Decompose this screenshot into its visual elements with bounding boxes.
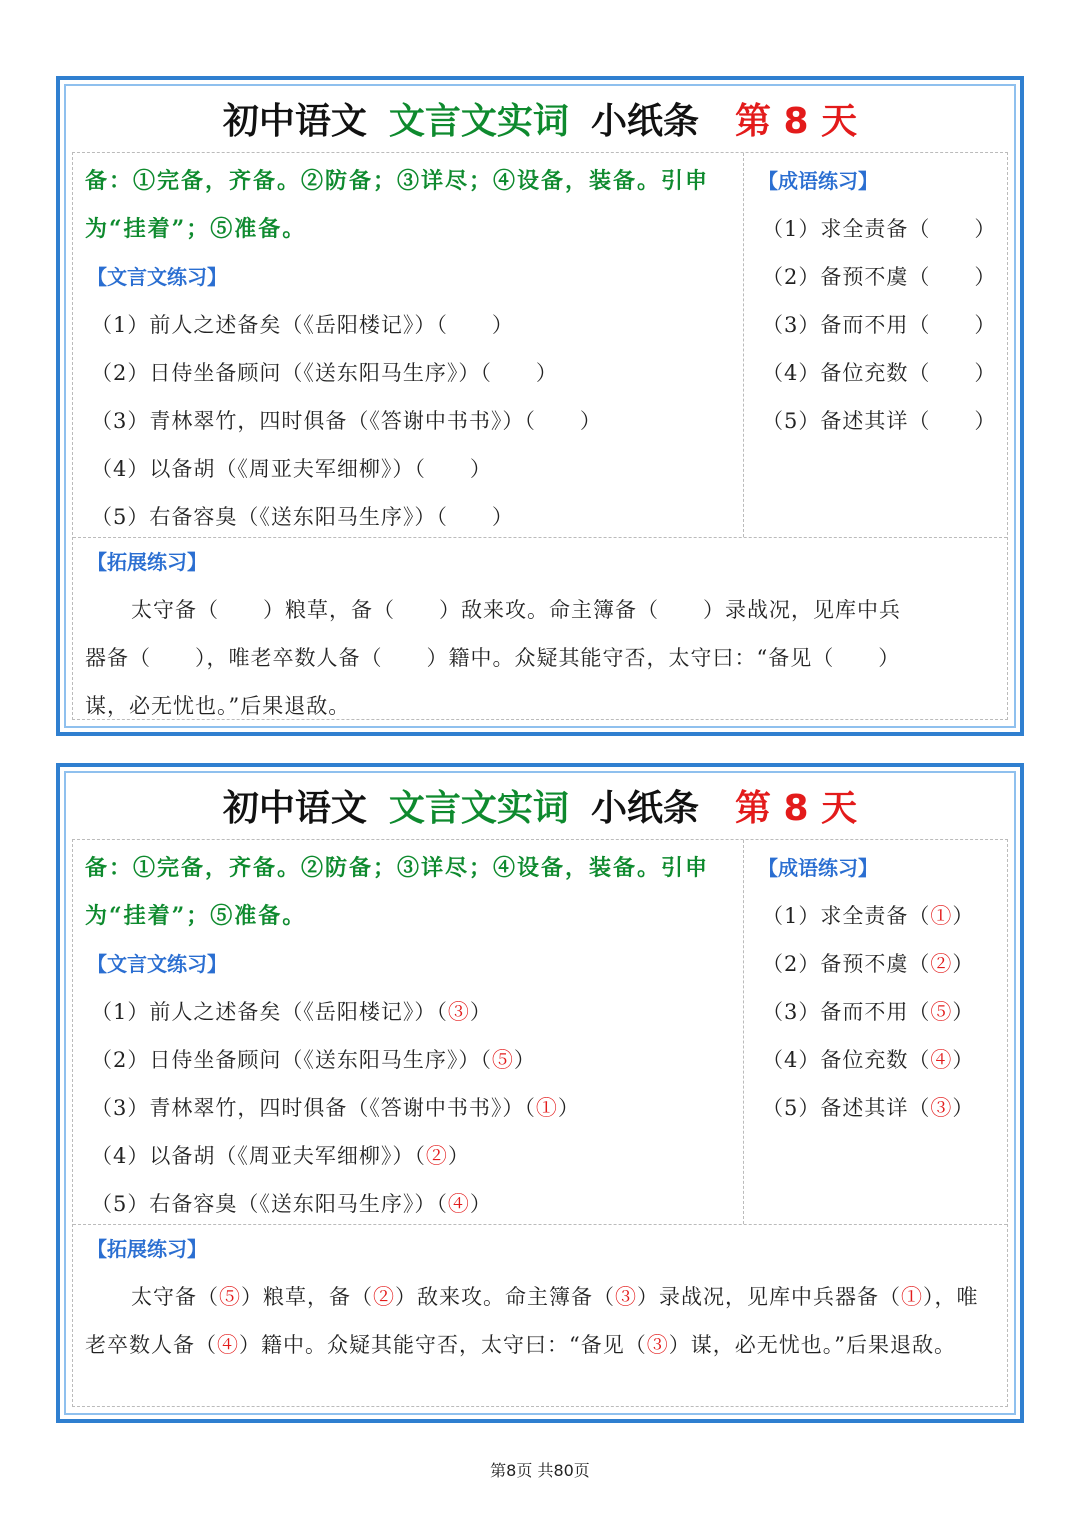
extend-text: 太守备（ ）粮草，备（ ）敌来攻。命主簿备（ ）录战况，见库中兵 [131, 598, 901, 622]
definition-line: 为“挂着”；⑤准备。 [85, 903, 307, 929]
title-part1: 初中语文 [222, 100, 367, 142]
item-text: （1）求全责备（ [762, 904, 931, 928]
answer-mark: ④ [930, 1048, 953, 1072]
answer-mark: ⑤ [491, 1048, 514, 1072]
item-text: （3）青林翠竹，四时俱备（《答谢中书书》）（ [91, 1096, 536, 1120]
idiom-answer-item [744, 940, 1007, 988]
idiom-item: （5）备述其详（ ） [762, 409, 997, 433]
extend-paragraph [73, 586, 1007, 730]
answer-mark: ③ [447, 1000, 470, 1024]
question-card [56, 76, 1024, 736]
extend-line: 器备（ ），唯老卒数人备（ ）籍中。众疑其能守否，太守曰：“备见（ ） [85, 646, 901, 670]
item-text: （1）前人之述备矣（《岳阳楼记》）（ [91, 1000, 448, 1024]
definition-line: 为“挂着”；⑤准备。 [85, 216, 307, 242]
card-title [66, 773, 1014, 837]
title-part2: 文言文实词 [388, 100, 569, 142]
answer-mark: ① [930, 904, 953, 928]
idiom-item: （2）备预不虞（ ） [762, 265, 997, 289]
classical-answer-item [73, 1084, 743, 1132]
idiom-answer-item [744, 892, 1007, 940]
answer-card [56, 763, 1024, 1423]
item-close: ） [952, 1048, 975, 1072]
title-day: 第 8 天 [734, 787, 858, 829]
definition-line: 备：①完备，齐备。②防备；③详尽；④设备，装备。引申 [85, 855, 710, 881]
idiom-answer-item [744, 1036, 1007, 1084]
answer-mark: ⑤ [930, 1000, 953, 1024]
extend-text: ）录战况，见库中兵器备（ [637, 1285, 901, 1309]
extend-panel [73, 537, 1007, 719]
classical-item: （1）前人之述备矣（《岳阳楼记》）（ ） [91, 313, 514, 337]
extend-text: ）谋，必无忧也。”后果退敌。 [668, 1333, 956, 1357]
classical-item: （5）右备容臭（《送东阳马生序》）（ ） [91, 505, 514, 529]
right-panel [744, 840, 1007, 1224]
title-part2: 文言文实词 [388, 787, 569, 829]
content-grid [72, 839, 1008, 1407]
classical-item: （3）青林翠竹，四时俱备（《答谢中书书》）（ ） [91, 409, 602, 433]
item-text: （2）备预不虞（ [762, 952, 931, 976]
title-part3: 小纸条 [590, 787, 699, 829]
extend-line [85, 586, 995, 634]
answer-mark: ③ [615, 1285, 637, 1309]
classical-answer-item [73, 1180, 743, 1228]
answer-mark: ② [373, 1285, 395, 1309]
item-text: （5）右备容臭（《送东阳马生序》）（ [91, 1192, 448, 1216]
classical-item: （4）以备胡（《周亚夫军细柳》）（ ） [91, 457, 492, 481]
section-idiom: 【成语练习】 [758, 856, 878, 880]
answer-mark: ③ [646, 1333, 669, 1357]
item-close: ） [469, 1000, 492, 1024]
answer-mark: ① [535, 1096, 558, 1120]
answer-mark: ④ [447, 1192, 470, 1216]
answer-mark: ② [425, 1144, 448, 1168]
classical-answer-item [73, 1132, 743, 1180]
answer-mark: ④ [217, 1333, 239, 1357]
idiom-item: （4）备位充数（ ） [762, 361, 997, 385]
item-close: ） [952, 1000, 975, 1024]
item-text: （5）备述其详（ [762, 1096, 931, 1120]
card-inner [64, 771, 1016, 1415]
definition [73, 840, 743, 940]
answer-mark: ② [930, 952, 953, 976]
card-title [66, 86, 1014, 150]
classical-answer-item [73, 988, 743, 1036]
extend-text: ）籍中。众疑其能守否，太守曰：“备见（ [239, 1333, 647, 1357]
left-panel [73, 840, 744, 1224]
idiom-answer-item [744, 1084, 1007, 1132]
item-text: （2）日侍坐备顾问（《送东阳马生序》）（ [91, 1048, 492, 1072]
section-classical: 【文言文练习】 [87, 952, 227, 976]
extend-panel [73, 1224, 1007, 1406]
extend-paragraph [73, 1273, 1007, 1369]
item-close: ） [952, 904, 975, 928]
idiom-item: （1）求全责备（ ） [762, 217, 997, 241]
item-close: ） [952, 1096, 975, 1120]
item-text: （4）以备胡（《周亚夫军细柳》）（ [91, 1144, 426, 1168]
item-close: ） [469, 1192, 492, 1216]
classical-item: （2）日侍坐备顾问（《送东阳马生序》）（ ） [91, 361, 558, 385]
title-part3: 小纸条 [590, 100, 699, 142]
answer-mark: ③ [930, 1096, 953, 1120]
idiom-item: （3）备而不用（ ） [762, 313, 997, 337]
item-close: ） [557, 1096, 580, 1120]
content-grid [72, 152, 1008, 720]
page-footer: 第8页 共80页 [490, 1461, 590, 1480]
answer-mark: ① [901, 1285, 923, 1309]
section-idiom: 【成语练习】 [758, 169, 878, 193]
item-close: ） [513, 1048, 536, 1072]
section-classical: 【文言文练习】 [87, 265, 227, 289]
card-inner [64, 84, 1016, 728]
right-panel [744, 153, 1007, 537]
section-extend: 【拓展练习】 [87, 1237, 207, 1261]
item-close: ） [447, 1144, 470, 1168]
extend-line: 谋，必无忧也。”后果退敌。 [85, 694, 351, 718]
classical-answer-item [73, 1036, 743, 1084]
extend-text: ）敌来攻。命主簿备（ [395, 1285, 615, 1309]
section-extend: 【拓展练习】 [87, 550, 207, 574]
item-close: ） [952, 952, 975, 976]
extend-text: ）粮草，备（ [241, 1285, 373, 1309]
extend-text: 太守备（ [131, 1285, 219, 1309]
left-panel [73, 153, 744, 537]
definition [73, 153, 743, 253]
title-day: 第 8 天 [734, 100, 858, 142]
item-text: （3）备而不用（ [762, 1000, 931, 1024]
definition-line: 备：①完备，齐备。②防备；③详尽；④设备，装备。引申 [85, 168, 710, 194]
idiom-answer-item [744, 988, 1007, 1036]
extend-text: ），唯老卒数人备（ [85, 1285, 979, 1357]
item-text: （4）备位充数（ [762, 1048, 931, 1072]
answer-mark: ⑤ [219, 1285, 241, 1309]
title-part1: 初中语文 [222, 787, 367, 829]
